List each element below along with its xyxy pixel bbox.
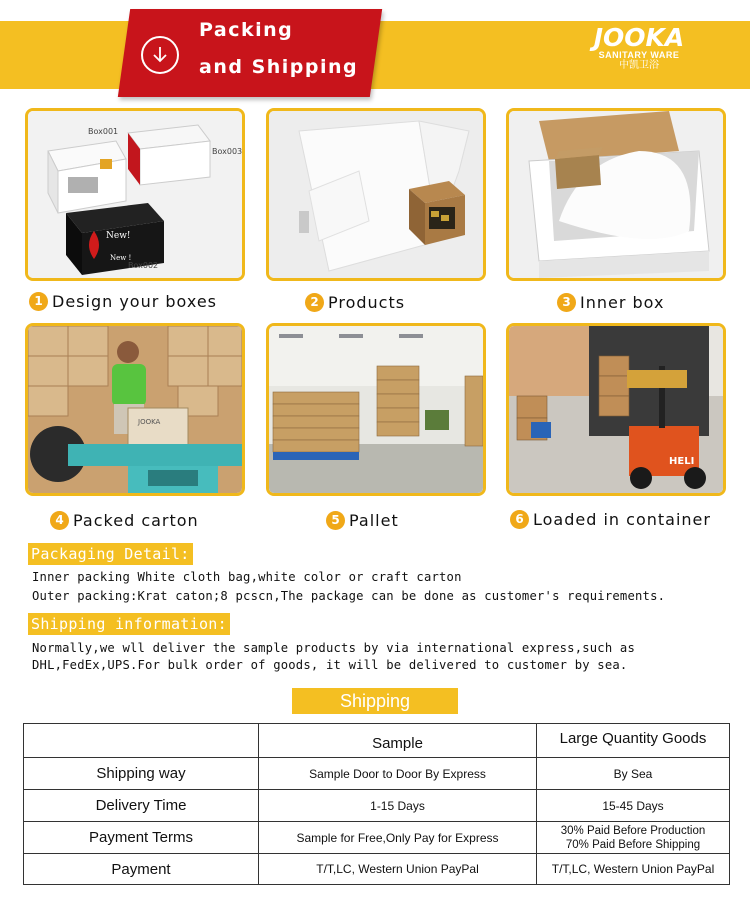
table-header-row xyxy=(24,724,730,758)
page-title-line1: Packing xyxy=(199,19,294,41)
step-number: 2 xyxy=(305,293,324,312)
large-cell-line-1: 30% Paid Before Production xyxy=(560,824,706,837)
large-cell: T/T,LC, Western Union PayPal xyxy=(537,854,730,885)
shipping-info-line-1: Normally,we wll deliver the sample products by via international express,such as xyxy=(32,641,635,655)
shipping-info-label: Shipping information: xyxy=(28,613,230,635)
photo-inner-box xyxy=(506,108,726,281)
packaging-detail-label: Packaging Detail: xyxy=(28,543,193,565)
sample-cell: Sample for Free,Only Pay for Express xyxy=(259,822,537,854)
sample-cell: Sample Door to Door By Express xyxy=(259,758,537,790)
step-number: 5 xyxy=(326,511,345,530)
caption-label: Packed carton xyxy=(73,511,199,530)
header-cell-sample: Sample xyxy=(259,724,537,758)
table-row xyxy=(24,854,730,885)
photo-loaded-container xyxy=(506,323,726,496)
row-label: Payment xyxy=(24,854,259,885)
caption-label: Design your boxes xyxy=(52,292,217,311)
logo-name: JOOKA xyxy=(593,23,685,52)
header-cell-large: Large Quantity Goods xyxy=(537,724,730,758)
photo-products xyxy=(266,108,486,281)
page-title-line2: and Shipping xyxy=(199,56,359,78)
large-cell: 15-45 Days xyxy=(537,790,730,822)
table-row xyxy=(24,822,730,854)
caption-label: Inner box xyxy=(580,293,665,312)
step-number: 3 xyxy=(557,293,576,312)
caption-label: Pallet xyxy=(349,511,399,530)
caption-design-boxes xyxy=(29,292,217,311)
sample-cell: 1-15 Days xyxy=(259,790,537,822)
photo-packed-carton xyxy=(25,323,245,496)
forklift-text: HELI xyxy=(669,456,695,467)
large-cell xyxy=(537,822,730,854)
photo-pallet xyxy=(266,323,486,496)
caption-label: Products xyxy=(328,293,406,312)
step-number: 6 xyxy=(510,510,529,529)
brand-logo xyxy=(584,25,694,71)
step-number: 1 xyxy=(29,292,48,311)
svg-text:JOOKA: JOOKA xyxy=(138,418,161,426)
box-tag-3: Box002 xyxy=(128,261,159,270)
shipping-title: Shipping xyxy=(292,688,458,714)
shipping-table xyxy=(23,723,730,885)
row-label: Shipping way xyxy=(24,758,259,790)
caption-label: Loaded in container xyxy=(533,510,711,529)
table-row xyxy=(24,758,730,790)
large-cell-line-2: 70% Paid Before Shipping xyxy=(565,838,701,851)
svg-text:New !: New ! xyxy=(110,254,132,262)
box-tag-2: Box003 xyxy=(212,147,242,156)
sample-cell: T/T,LC, Western Union PayPal xyxy=(259,854,537,885)
down-arrow-circle-icon xyxy=(141,36,179,74)
shipping-info-line-2: DHL,FedEx,UPS.For bulk order of goods, it will be delivered to customer by sea. xyxy=(32,658,628,672)
caption-packed-carton xyxy=(50,511,199,530)
box-tag-1: Box001 xyxy=(88,127,119,136)
caption-products xyxy=(305,293,405,312)
packaging-line-1: Inner packing White cloth bag,white color or craft carton xyxy=(32,570,462,584)
logo-chinese: 中凯卫浴 xyxy=(619,60,659,71)
step-number: 4 xyxy=(50,511,69,530)
row-label: Delivery Time xyxy=(24,790,259,822)
svg-text:New!: New! xyxy=(106,231,131,241)
header-cell-empty xyxy=(24,724,259,758)
photo-design-boxes xyxy=(25,108,245,281)
caption-loaded-container xyxy=(510,510,711,529)
caption-inner-box xyxy=(557,293,664,312)
large-cell: By Sea xyxy=(537,758,730,790)
row-label: Payment Terms xyxy=(24,822,259,854)
table-row xyxy=(24,790,730,822)
caption-pallet xyxy=(326,511,399,530)
logo-subtitle: SANITARY WARE xyxy=(598,50,680,60)
packaging-line-2: Outer packing:Krat caton;8 pcscn,The package can be done as customer's requirements. xyxy=(32,589,666,603)
